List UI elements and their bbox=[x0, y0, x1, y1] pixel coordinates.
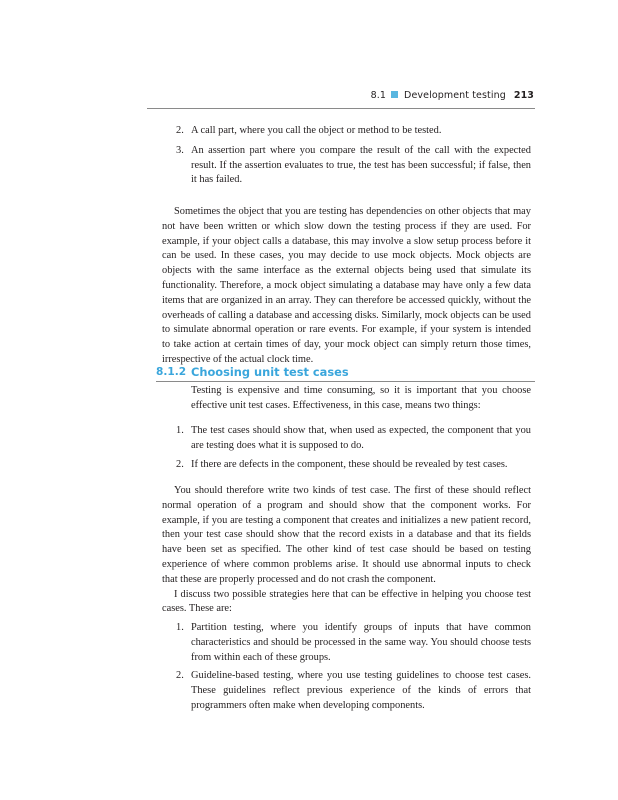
list-item-number: 3. bbox=[176, 144, 184, 156]
list-item-text: An assertion part where you compare the result of the call with the expected result. If the assertion evaluates to true, the test has been successful; if false, then it has failed. bbox=[191, 144, 531, 186]
list-item-number: 2. bbox=[176, 125, 184, 136]
header-section-number: 8.1 bbox=[370, 90, 387, 101]
list-item bbox=[176, 458, 531, 473]
body-block-mock bbox=[162, 205, 531, 368]
list-item-text: The test cases should show that, when used as expected, the component that you are testing does what it is supposed to do. bbox=[191, 425, 531, 451]
running-header bbox=[0, 90, 534, 101]
paragraph-intro: Testing is expensive and time consuming, so it is important that you choose effective unit test cases. Effectiveness, in this case, means two things: bbox=[191, 385, 531, 411]
list-item bbox=[176, 144, 531, 188]
list-item-number: 2. bbox=[176, 458, 184, 470]
header-rule bbox=[147, 108, 535, 109]
list-item-number: 2. bbox=[176, 670, 184, 682]
page-number: 213 bbox=[513, 90, 534, 101]
list-steps bbox=[176, 124, 531, 188]
section-heading bbox=[156, 364, 535, 382]
section-number: 8.1.2 bbox=[156, 366, 187, 378]
paragraph-strategies: I discuss two possible strategies here that can be effective in helping you choose test cases. These are: bbox=[162, 588, 531, 615]
body-block-intro bbox=[191, 384, 531, 414]
list-effectiveness bbox=[176, 424, 531, 472]
list-item bbox=[176, 621, 531, 665]
paragraph-mock-objects: Sometimes the object that you are testing has dependencies on other objects that may not have been written or which slow down the testing process if they are used. For example, if your object calls a database, this may involve a slow setup process before it can be used. In these cases, you may decide to use mock objects. Mock objects are objects with the same interface as the external objects being used that simulate its functionality. Therefore, a mock object simulating a database may have only a few data items that are organized in an array. They can therefore be accessed quickly, without the overheads of calling a database and accessing disks. Similarly, mock objects can be used to simulate abnormal operation or rare events. For example, if your system is intended to take action at certain times of day, your mock object can simply return those times, irrespective of the actual clock time. bbox=[162, 206, 531, 365]
list-item-text: A call part, where you call the object or method to be tested. bbox=[191, 125, 442, 136]
header-chapter-title: Development testing bbox=[404, 90, 506, 101]
body-block-kinds bbox=[162, 484, 531, 617]
list-item-number: 1. bbox=[176, 425, 184, 436]
list-item-text: If there are defects in the component, these should be revealed by test cases. bbox=[191, 458, 508, 470]
list-item bbox=[176, 124, 531, 139]
list-strategies bbox=[176, 621, 531, 714]
list-item-number: 1. bbox=[176, 622, 184, 633]
paragraph-two-kinds: You should therefore write two kinds of test case. The first of these should reflect normal operation of a program and should show that the component works. For example, if you are testing a component that creates and initializes a new patient record, then your test case should show that the record exists in a database and that its fields have been set as specified. The other kind of test case should be based on testing experience of where common problems arise. It should use abnormal inputs to check that these are properly processed and do not crash the component. bbox=[162, 485, 531, 585]
list-item-text: Guideline-based testing, where you use testing guidelines to choose test cases. These guidelines reflect previous experience of the kinds of errors that programmers often make when developing components. bbox=[191, 670, 531, 711]
list-item bbox=[176, 424, 531, 454]
list-item bbox=[176, 669, 531, 713]
list-item-text: Partition testing, where you identify groups of inputs that have common characteristics and should be processed in the same way. You should choose tests from within each of these groups. bbox=[191, 622, 531, 663]
section-title: Choosing unit test cases bbox=[191, 365, 349, 379]
header-square-icon bbox=[391, 91, 398, 98]
